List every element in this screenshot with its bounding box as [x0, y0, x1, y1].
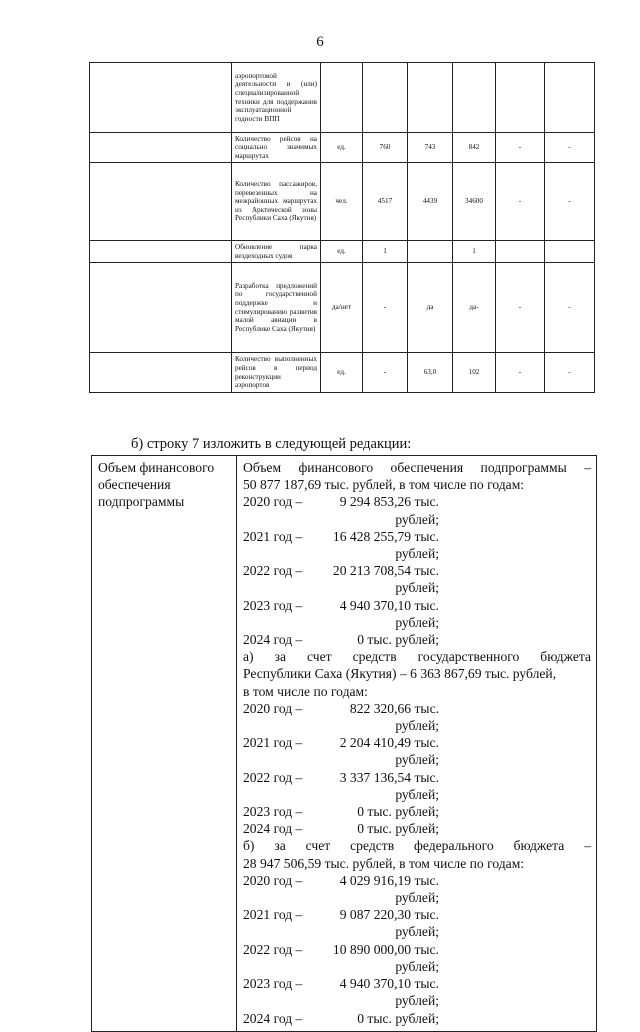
- year-amount: 3 337 136,54 тыс. рублей;: [339, 769, 439, 802]
- year-row: [243, 734, 591, 768]
- state-line: а) за счет средств государственного бюджета: [243, 649, 591, 665]
- year-label: 2020 год –: [243, 494, 303, 510]
- indicator-c1: [363, 63, 408, 133]
- year-row: [243, 597, 591, 631]
- intro-line: Объем финансового обеспечения подпрограммы –: [243, 460, 591, 475]
- intro-line: 50 877 187,69 тыс. рублей, в том числе по годам:: [243, 477, 525, 493]
- indicator-c1: -: [363, 263, 408, 353]
- section-heading: б) строку 7 изложить в следующей редакции:: [131, 436, 412, 452]
- indicator-unit: ед.: [321, 133, 363, 163]
- financing-row: [92, 456, 597, 1032]
- year-amount: 2 204 410,49 тыс. рублей;: [339, 735, 439, 768]
- indicator-c3: 34600: [453, 163, 496, 241]
- year-amount: 4 029 916,19 тыс. рублей;: [339, 872, 439, 906]
- indicator-c4: -: [496, 133, 545, 163]
- indicator-unit: ед.: [321, 353, 363, 393]
- indicator-c5: -: [545, 263, 595, 353]
- indicator-c2: 4439: [408, 163, 453, 241]
- table-row: [90, 353, 595, 393]
- indicator-c2: да: [408, 263, 453, 353]
- table-row: [90, 263, 595, 353]
- indicator-unit: да/нет: [321, 263, 363, 353]
- indicator-name: Разработка предложений по государственной поддержке и стимулированию развития малой авиации в Республике Саха (Якутия): [232, 263, 321, 353]
- year-row: [243, 700, 591, 734]
- year-label: 2020 год –: [243, 700, 303, 716]
- row-content: [237, 456, 597, 1032]
- year-amount: 4 940 370,10 тыс. рублей;: [339, 597, 439, 630]
- year-amount: 9 294 853,26 тыс. рублей;: [339, 494, 439, 527]
- indicator-c4: -: [496, 163, 545, 241]
- state-line: в том числе по годам:: [243, 683, 368, 699]
- indicator-unit: чел.: [321, 163, 363, 241]
- federal-years-list: [243, 872, 591, 1027]
- year-label: 2023 год –: [243, 976, 303, 992]
- indicator-c2: 63,0: [408, 353, 453, 393]
- year-row: [243, 906, 591, 940]
- empty-cell: [90, 241, 232, 263]
- indicator-name: Количество рейсов на социально значимых маршрутах: [232, 133, 321, 163]
- indicator-c3: 102: [453, 353, 496, 393]
- year-label: 2022 год –: [243, 941, 303, 957]
- page-number: 6: [316, 34, 324, 50]
- indicator-c3: 842: [453, 133, 496, 163]
- indicator-c2: 743: [408, 133, 453, 163]
- indicator-name: Количество пассажиров, перевезенных на межрайонных маршрутах из Арктической зоны Республики Саха (Якутия): [232, 163, 321, 241]
- indicator-name: аэропортовой деятельности и (или) специализированной техники для поддержания эксплуатационной годности ВПП: [232, 63, 321, 133]
- year-row: [243, 1010, 591, 1027]
- year-amount: 10 890 000,00 тыс. рублей;: [332, 941, 439, 974]
- year-amount: 9 087 220,30 тыс. рублей;: [339, 907, 439, 940]
- indicator-name: Количество выполненных рейсов в период реконструкции аэропортов: [232, 353, 321, 393]
- year-amount: 0 тыс. рублей;: [357, 632, 439, 648]
- indicator-c4: -: [496, 353, 545, 393]
- year-amount: 4 940 370,10 тыс. рублей;: [339, 976, 439, 1009]
- row-label: Объем финансового обеспечения подпрограммы: [92, 456, 237, 1032]
- indicators-table: [89, 62, 595, 393]
- year-row: [243, 820, 591, 837]
- year-row: [243, 769, 591, 803]
- empty-cell: [90, 163, 232, 241]
- federal-line: б) за счет средств федерального бюджета –: [243, 838, 591, 854]
- indicator-name: Обновление парка вездеходных судов: [232, 241, 321, 263]
- year-amount: 0 тыс. рублей;: [357, 1010, 439, 1026]
- indicator-c4: [496, 241, 545, 263]
- table-row: [90, 63, 595, 133]
- year-label: 2024 год –: [243, 632, 303, 648]
- year-row: [243, 631, 591, 648]
- table-row: [90, 241, 595, 263]
- year-row: [243, 872, 591, 906]
- table-row: [90, 133, 595, 163]
- total-years-list: [243, 493, 591, 648]
- year-label: 2023 год –: [243, 597, 303, 613]
- year-label: 2024 год –: [243, 1010, 303, 1026]
- empty-cell: [90, 133, 232, 163]
- year-row: [243, 941, 591, 975]
- year-amount: 0 тыс. рублей;: [357, 804, 439, 820]
- year-label: 2024 год –: [243, 821, 303, 837]
- financing-table: [91, 455, 597, 1032]
- empty-cell: [90, 263, 232, 353]
- indicator-c5: [545, 63, 595, 133]
- indicator-c1: 760: [363, 133, 408, 163]
- year-label: 2021 год –: [243, 735, 303, 751]
- indicator-c5: [545, 241, 595, 263]
- year-row: [243, 493, 591, 527]
- year-amount: 20 213 708,54 тыс. рублей;: [332, 563, 439, 596]
- federal-line: 28 947 506,59 тыс. рублей, в том числе по годам:: [243, 855, 525, 871]
- year-row: [243, 975, 591, 1009]
- table-row: [90, 163, 595, 241]
- year-row: [243, 803, 591, 820]
- year-amount: 822 320,66 тыс. рублей;: [349, 700, 439, 734]
- year-row: [243, 562, 591, 596]
- indicator-unit: ед.: [321, 241, 363, 263]
- indicator-c1: 1: [363, 241, 408, 263]
- year-amount: 0 тыс. рублей;: [357, 821, 439, 837]
- year-label: 2022 год –: [243, 769, 303, 785]
- indicator-c2: [408, 63, 453, 133]
- year-row: [243, 528, 591, 562]
- state-line: Республики Саха (Якутия) – 6 363 867,69 тыс. рублей,: [243, 666, 557, 682]
- indicator-c3: 1: [453, 241, 496, 263]
- indicator-c2: [408, 241, 453, 263]
- year-label: 2022 год –: [243, 563, 303, 579]
- indicator-c1: -: [363, 353, 408, 393]
- indicator-c3: [453, 63, 496, 133]
- indicator-c4: [496, 63, 545, 133]
- empty-cell: [90, 63, 232, 133]
- indicator-unit: [321, 63, 363, 133]
- indicator-c1: 4517: [363, 163, 408, 241]
- year-amount: 16 428 255,79 тыс. рублей;: [332, 528, 439, 562]
- indicator-c5: -: [545, 353, 595, 393]
- year-label: 2023 год –: [243, 804, 303, 820]
- indicator-c5: -: [545, 163, 595, 241]
- year-label: 2020 год –: [243, 872, 303, 888]
- state-years-list: [243, 700, 591, 838]
- indicator-c4: -: [496, 263, 545, 353]
- indicator-c5: -: [545, 133, 595, 163]
- indicator-c3: да-: [453, 263, 496, 353]
- year-label: 2021 год –: [243, 907, 303, 923]
- empty-cell: [90, 353, 232, 393]
- year-label: 2021 год –: [243, 528, 303, 544]
